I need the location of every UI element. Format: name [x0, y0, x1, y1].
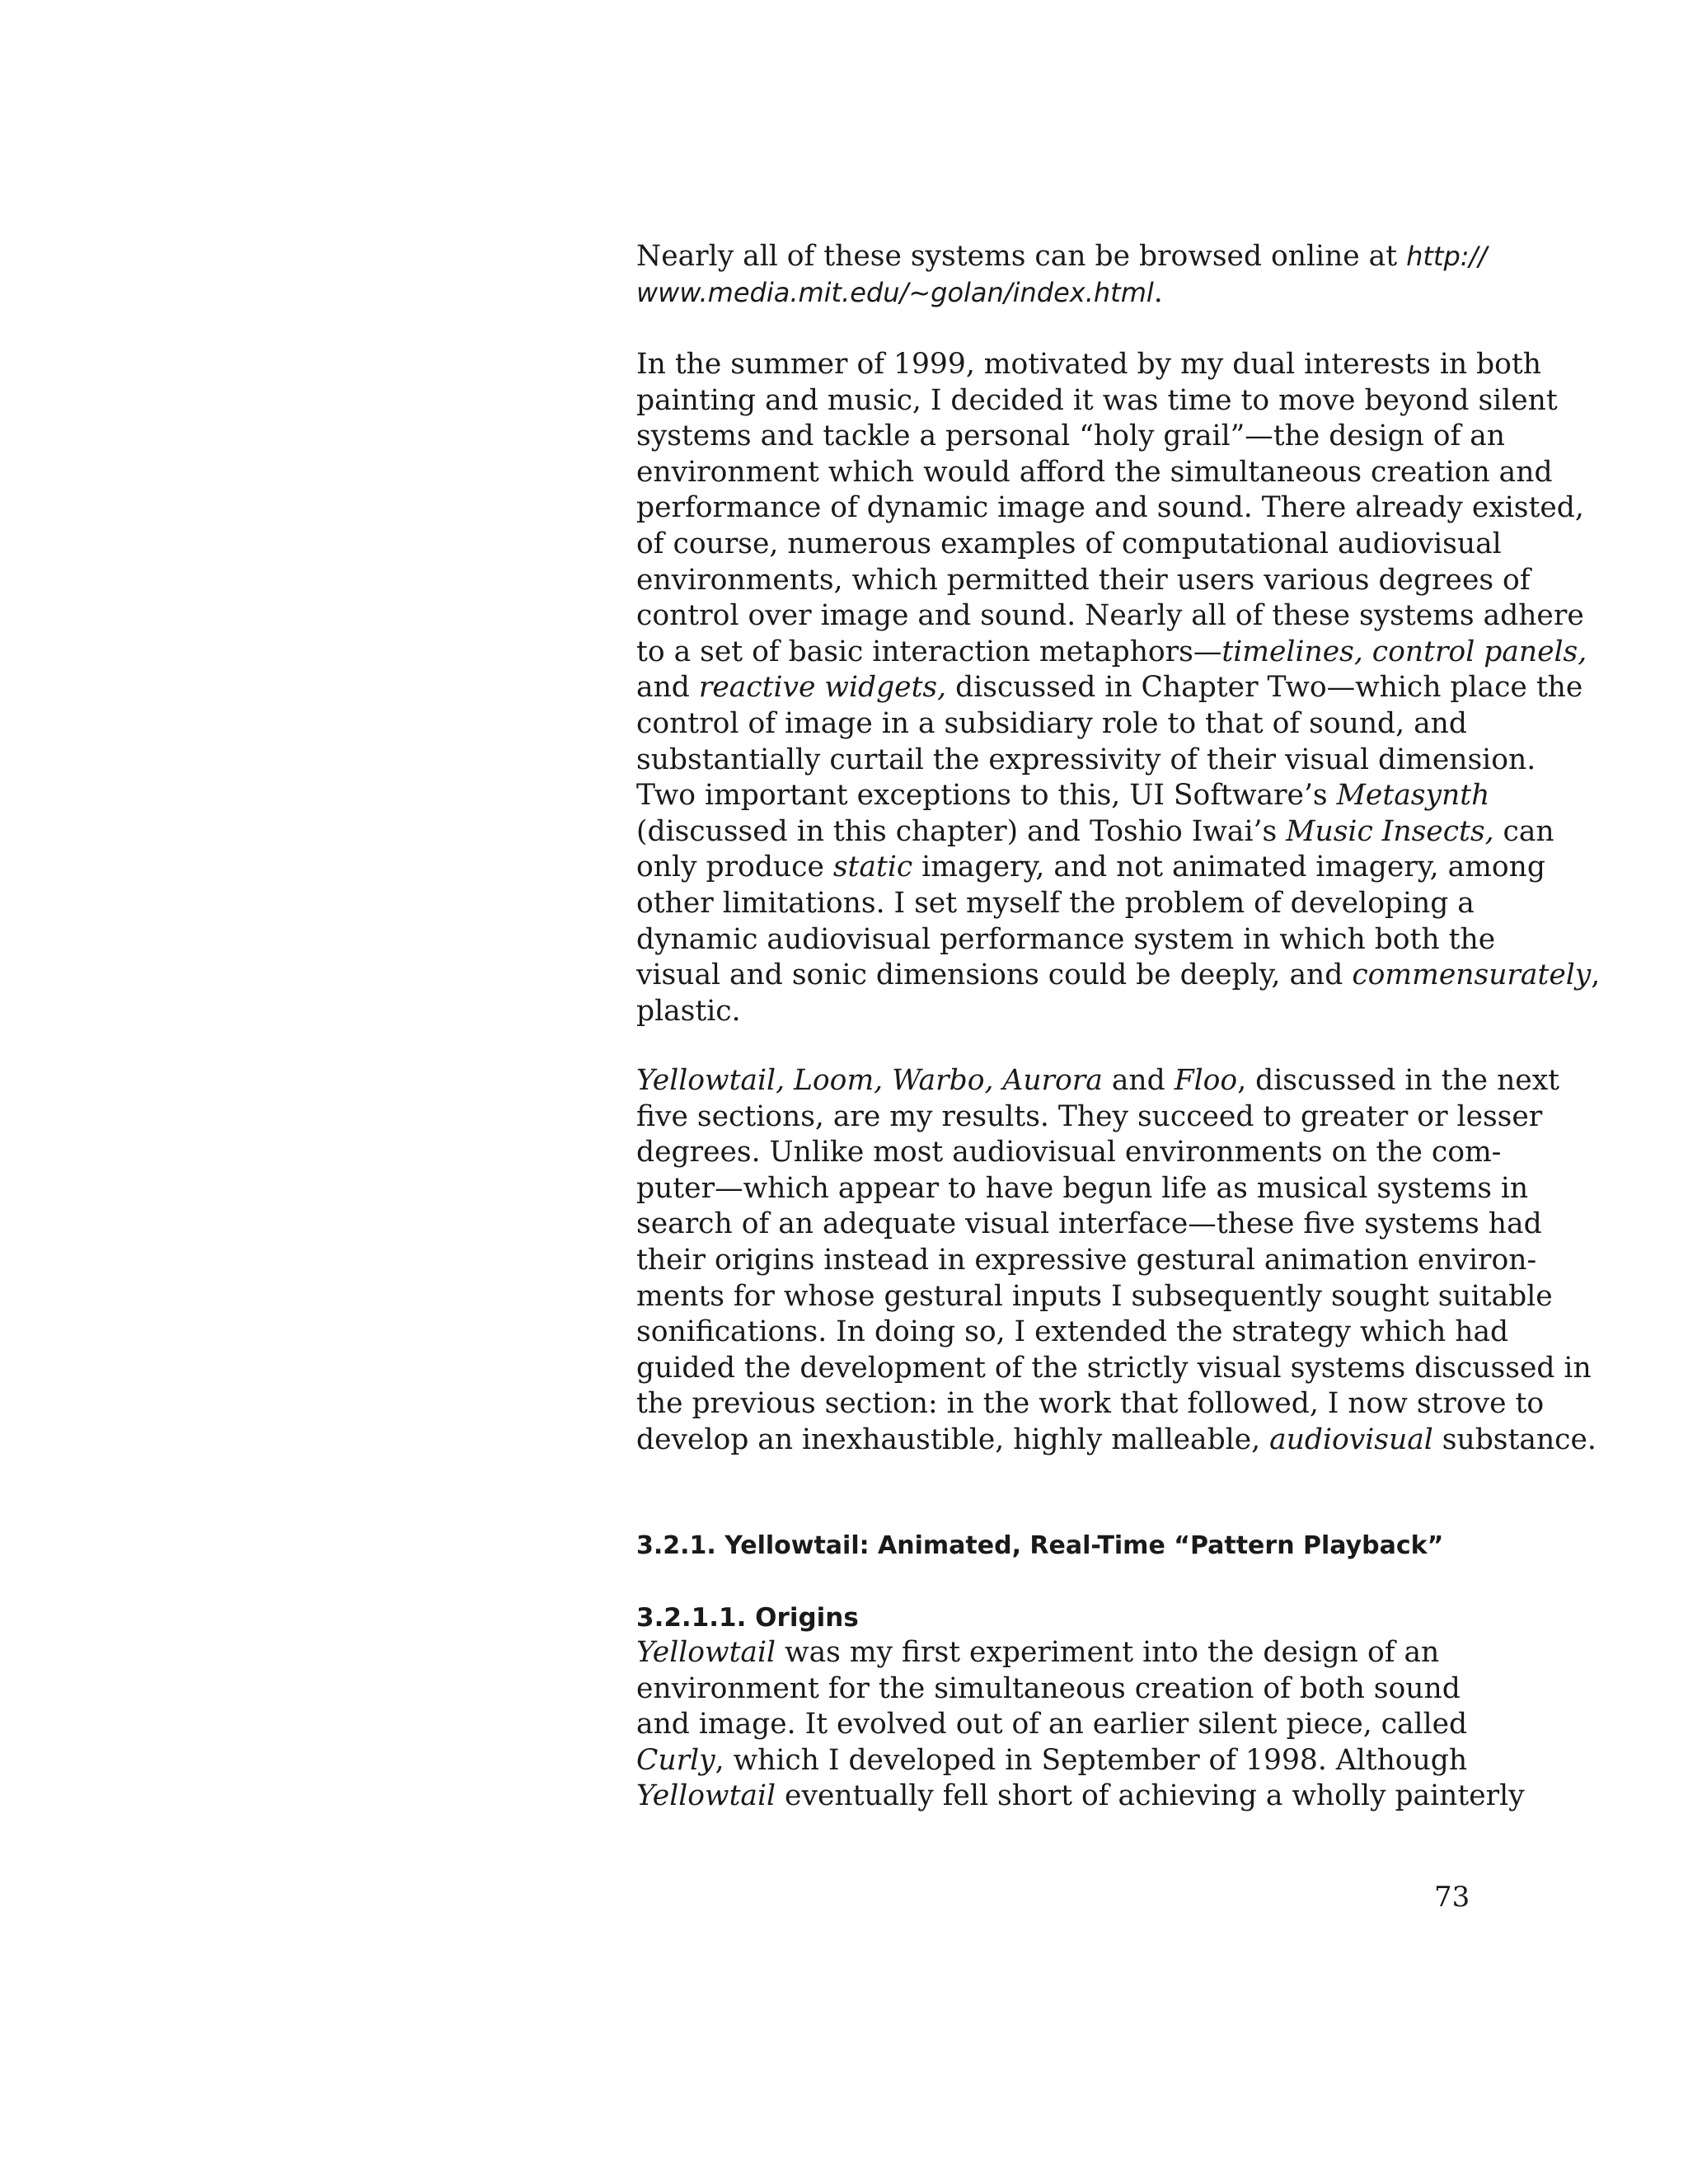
paragraph-five-systems	[636, 1063, 1597, 1459]
text-line: Two important exceptions to this, UI Software’s Metasynth	[636, 779, 1490, 813]
text-line: Yellowtail eventually fell short of achieving a wholly painterly	[636, 1779, 1525, 1813]
page-number: 73	[1434, 1881, 1470, 1914]
text-line: environment which would afford the simultaneous creation and	[636, 455, 1553, 489]
text-line: systems and tackle a personal “holy grail”—the design of an	[636, 419, 1506, 453]
subsection-heading: 3.2.1.1. Origins	[636, 1603, 859, 1633]
text-line: five sections, are my results. They succeed to greater or lesser	[636, 1099, 1543, 1133]
text-line: to a set of basic interaction metaphors—timelines, control panels,	[636, 635, 1587, 668]
text-line: the previous section: in the work that followed, I now strove to	[636, 1387, 1545, 1421]
text-line: environments, which permitted their users various degrees of	[636, 563, 1531, 597]
text-line: environment for the simultaneous creation of both sound	[636, 1671, 1461, 1705]
text-line: only produce static imagery, and not animated imagery, among	[636, 851, 1545, 884]
text-line: substantially curtail the expressivity of their visual dimension.	[636, 743, 1536, 776]
text-line: their origins instead in expressive gestural animation environ-	[636, 1243, 1537, 1277]
text-line: Yellowtail, Loom, Warbo, Aurora and Floo, discussed in the next	[636, 1064, 1560, 1097]
text-line: control of image in a subsidiary role to that of sound, and	[636, 706, 1467, 740]
text-line: search of an adequate visual interface—these five systems had	[636, 1207, 1542, 1241]
text-line: dynamic audiovisual performance system in which both the	[636, 922, 1496, 956]
text-line: Curly, which I developed in September of 1998. Although	[636, 1743, 1468, 1777]
paragraph-url-note	[636, 239, 1488, 311]
text-line: In the summer of 1999, motivated by my dual interests in both	[636, 348, 1541, 381]
paragraph-origins	[636, 1635, 1525, 1815]
text-line: and reactive widgets, discussed in Chapter Two—which place the	[636, 671, 1583, 705]
text-line: other limitations. I set myself the problem of developing a	[636, 886, 1475, 920]
text-line: of course, numerous examples of computational audiovisual	[636, 527, 1502, 560]
text-line: Yellowtail was my first experiment into the design of an	[636, 1636, 1440, 1669]
text-line: performance of dynamic image and sound. There already existed,	[636, 491, 1584, 525]
section-heading: 3.2.1. Yellowtail: Animated, Real-Time “Pattern Playback”	[636, 1531, 1444, 1560]
text-line: control over image and sound. Nearly all of these systems adhere	[636, 599, 1584, 633]
text-line: degrees. Unlike most audiovisual environments on the com-	[636, 1136, 1502, 1169]
paragraph-holy-grail	[636, 347, 1601, 1029]
text-line: ments for whose gestural inputs I subsequently sought suitable	[636, 1279, 1553, 1313]
text-line: plastic.	[636, 994, 741, 1028]
text-line: visual and sonic dimensions could be deeply, and commensurately,	[636, 958, 1601, 992]
text-line: (discussed in this chapter) and Toshio Iwai’s Music Insects, can	[636, 814, 1554, 848]
text-line: guided the development of the strictly visual systems discussed in	[636, 1351, 1592, 1385]
text-line: puter—which appear to have begun life as musical systems in	[636, 1171, 1529, 1205]
url-link[interactable]: www.media.mit.edu/~golan/index.html	[636, 276, 1154, 308]
text-line: sonifications. In doing so, I extended the strategy which had	[636, 1315, 1509, 1349]
text-line: develop an inexhaustible, highly malleable, audiovisual substance.	[636, 1422, 1597, 1456]
url-link[interactable]: http://	[1406, 241, 1488, 272]
text-line: Nearly all of these systems can be browsed online at http://	[636, 240, 1488, 273]
text-line: painting and music, I decided it was time to move beyond silent	[636, 383, 1558, 417]
text-line: and image. It evolved out of an earlier silent piece, called	[636, 1708, 1468, 1741]
text-line: www.media.mit.edu/~golan/index.html.	[636, 275, 1163, 309]
